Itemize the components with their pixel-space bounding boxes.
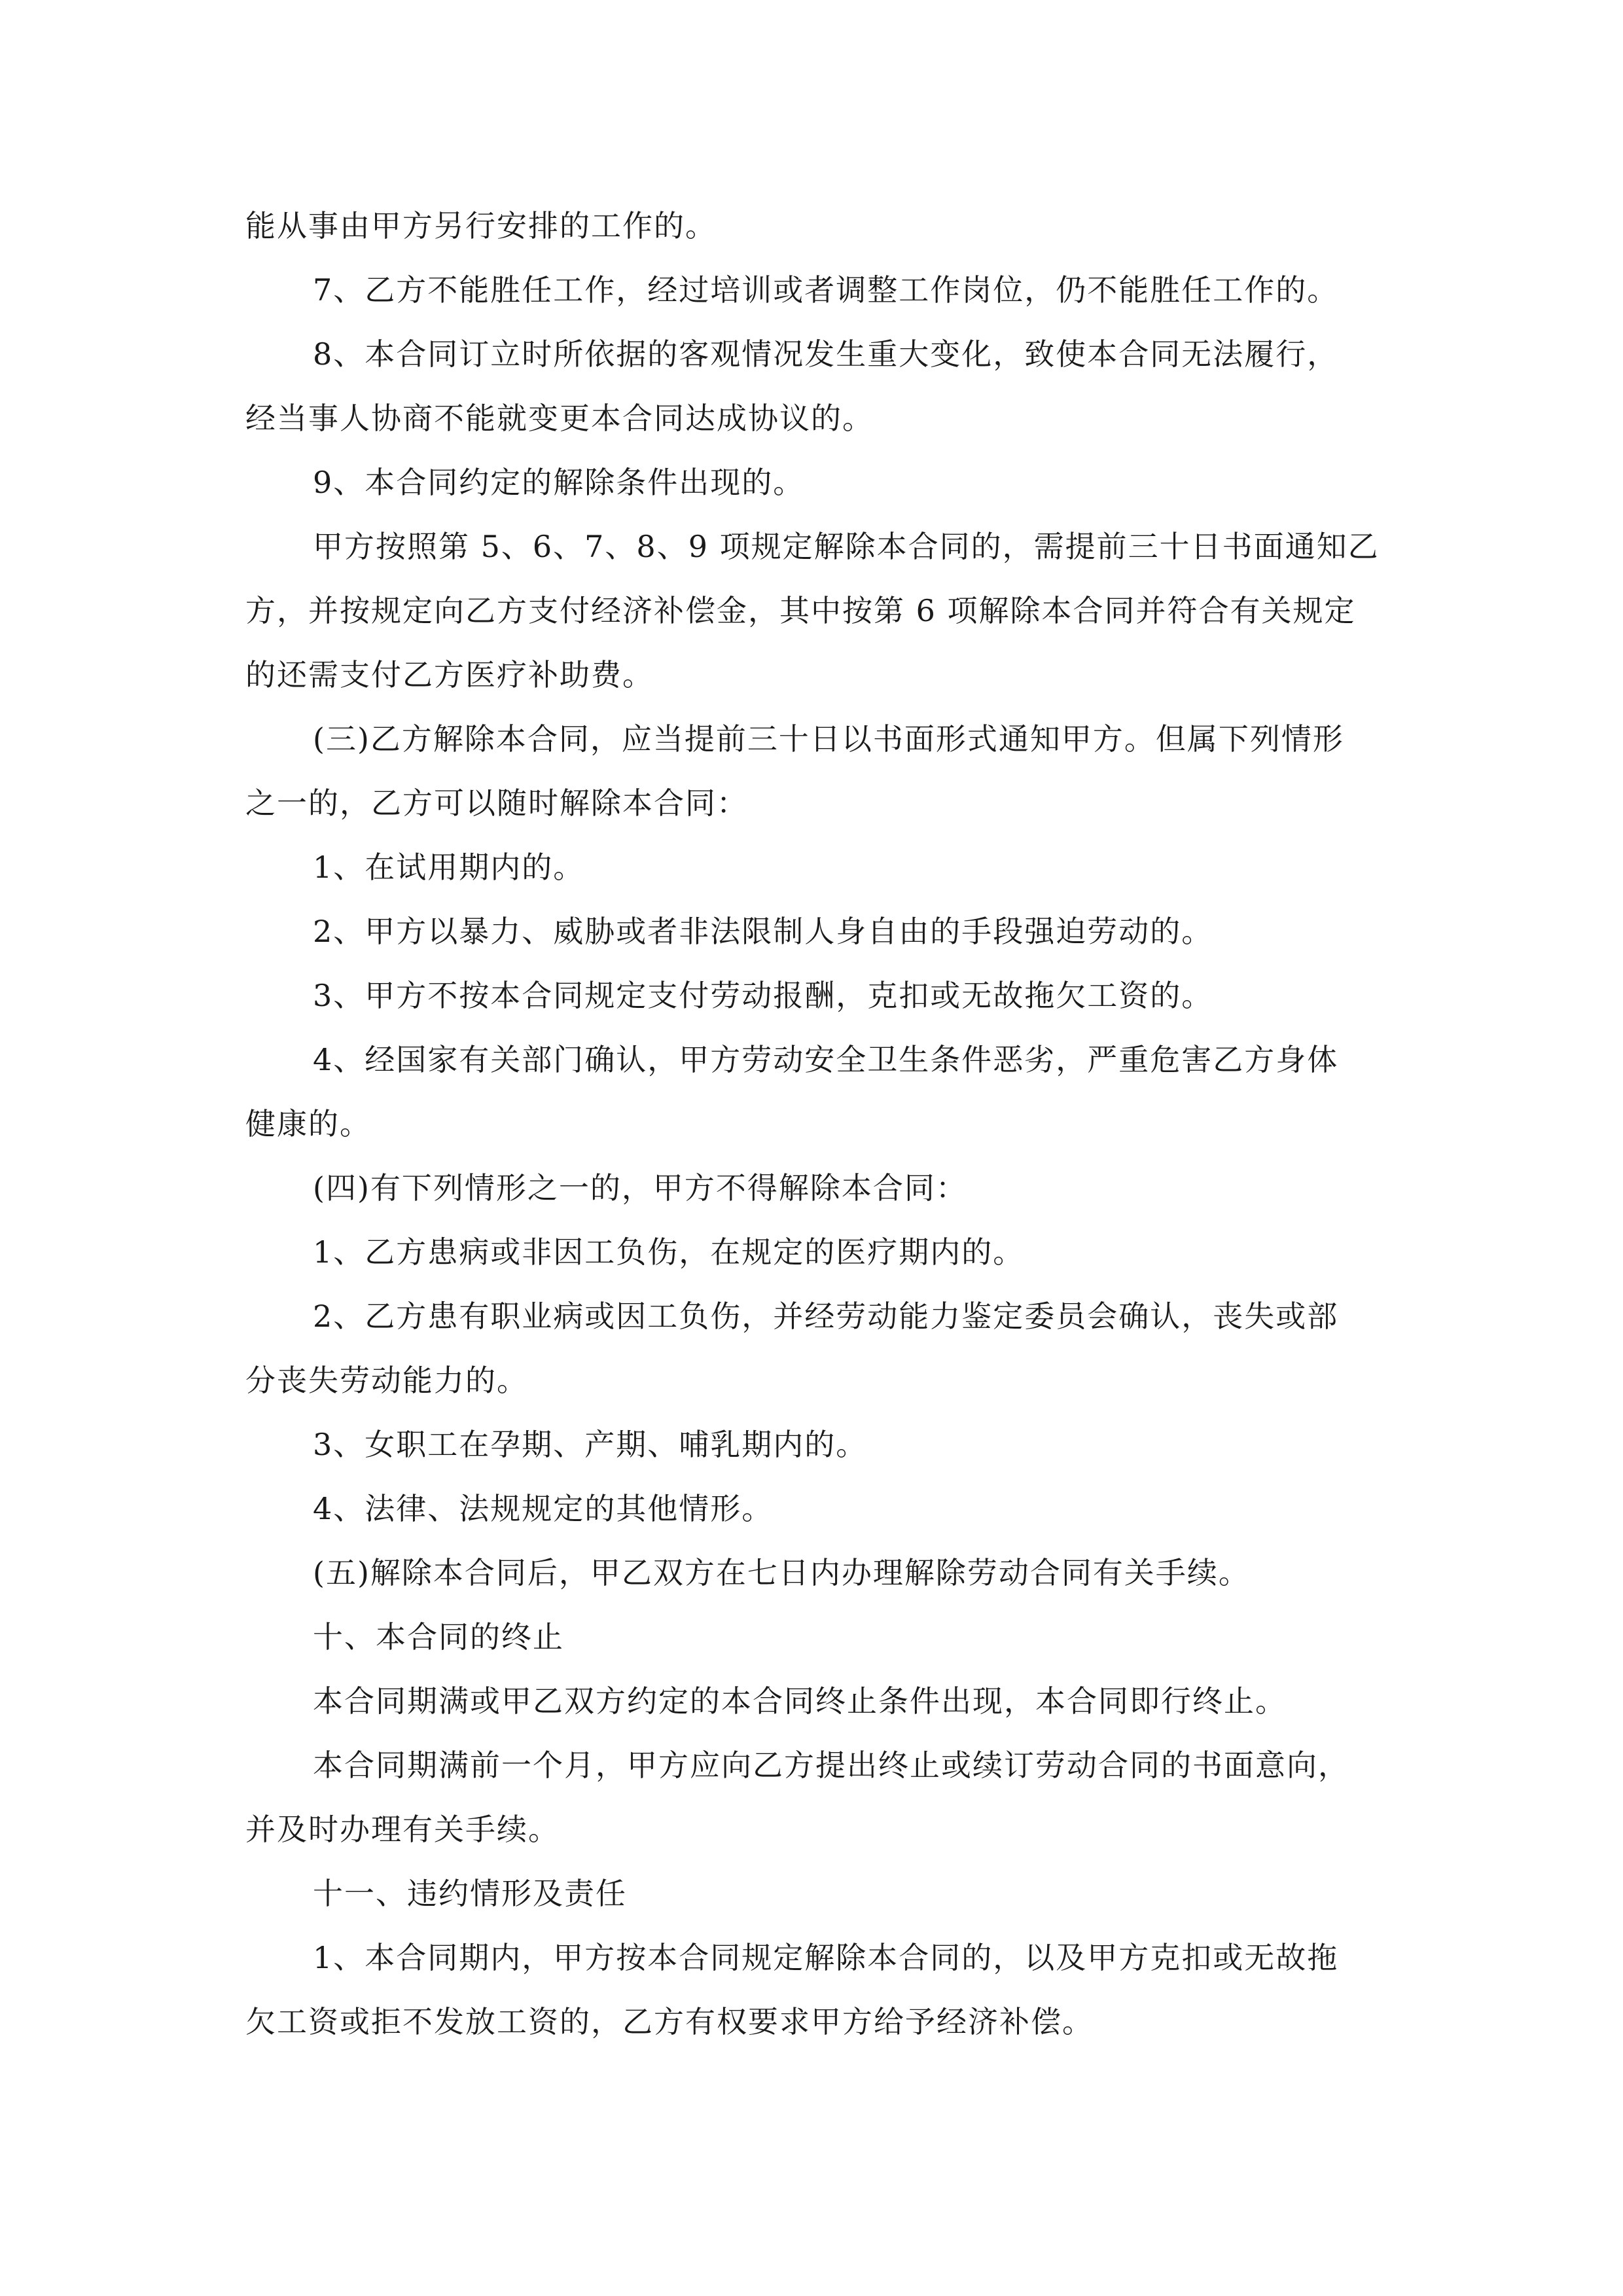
text-line: 方，并按规定向乙方支付经济补偿金，其中按第 6 项解除本合同并符合有关规定 — [245, 593, 1356, 628]
text-line: 欠工资或拒不发放工资的，乙方有权要求甲方给予经济补偿。 — [245, 2004, 1094, 2039]
text-line: 并及时办理有关手续。 — [245, 1812, 560, 1847]
text-line: 经当事人协商不能就变更本合同达成协议的。 — [245, 401, 874, 436]
text-line: 2、甲方以暴力、威胁或者非法限制人身自由的手段强迫劳动的。 — [313, 914, 1213, 949]
section-heading: 十、本合同的终止 — [313, 1619, 564, 1655]
text-line: 本合同期满前一个月，甲方应向乙方提出终止或续订劳动合同的书面意向， — [313, 1748, 1349, 1783]
text-line: 3、女职工在孕期、产期、哺乳期内的。 — [313, 1427, 868, 1462]
text-line: 能从事由甲方另行安排的工作的。 — [245, 208, 717, 243]
text-line: 7、乙方不能胜任工作，经过培训或者调整工作岗位，仍不能胜任工作的。 — [313, 272, 1339, 308]
text-line: (五)解除本合同后，甲乙双方在七日内办理解除劳动合同有关手续。 — [313, 1555, 1250, 1590]
text-line: 9、本合同约定的解除条件出现的。 — [313, 465, 805, 500]
text-line: 分丧失劳动能力的。 — [245, 1363, 528, 1398]
text-line: 1、乙方患病或非因工负伤，在规定的医疗期内的。 — [313, 1234, 1025, 1270]
text-line: 8、本合同订立时所依据的客观情况发生重大变化，致使本合同无法履行， — [313, 336, 1339, 372]
text-line: 4、经国家有关部门确认，甲方劳动安全卫生条件恶劣，严重危害乙方身体 — [313, 1042, 1339, 1077]
text-line: 甲方按照第 5、6、7、8、9 项规定解除本合同的，需提前三十日书面通知乙 — [313, 529, 1380, 564]
text-line: 2、乙方患有职业病或因工负伤，并经劳动能力鉴定委员会确认，丧失或部 — [313, 1299, 1339, 1334]
text-line: 本合同期满或甲乙双方约定的本合同终止条件出现，本合同即行终止。 — [313, 1683, 1287, 1719]
text-line: (三)乙方解除本合同，应当提前三十日以书面形式通知甲方。但属下列情形 — [313, 721, 1344, 757]
text-line: 的还需支付乙方医疗补助费。 — [245, 657, 654, 692]
text-line: (四)有下列情形之一的，甲方不得解除本合同： — [313, 1170, 967, 1206]
text-line: 4、法律、法规规定的其他情形。 — [313, 1491, 774, 1526]
text-line: 之一的，乙方可以随时解除本合同： — [245, 785, 748, 821]
text-line: 健康的。 — [245, 1106, 371, 1141]
text-line: 3、甲方不按本合同规定支付劳动报酬，克扣或无故拖欠工资的。 — [313, 978, 1213, 1013]
section-heading: 十一、违约情形及责任 — [313, 1876, 627, 1911]
text-line: 1、在试用期内的。 — [313, 850, 585, 885]
text-line: 1、本合同期内，甲方按本合同规定解除本合同的，以及甲方克扣或无故拖 — [313, 1940, 1339, 1975]
